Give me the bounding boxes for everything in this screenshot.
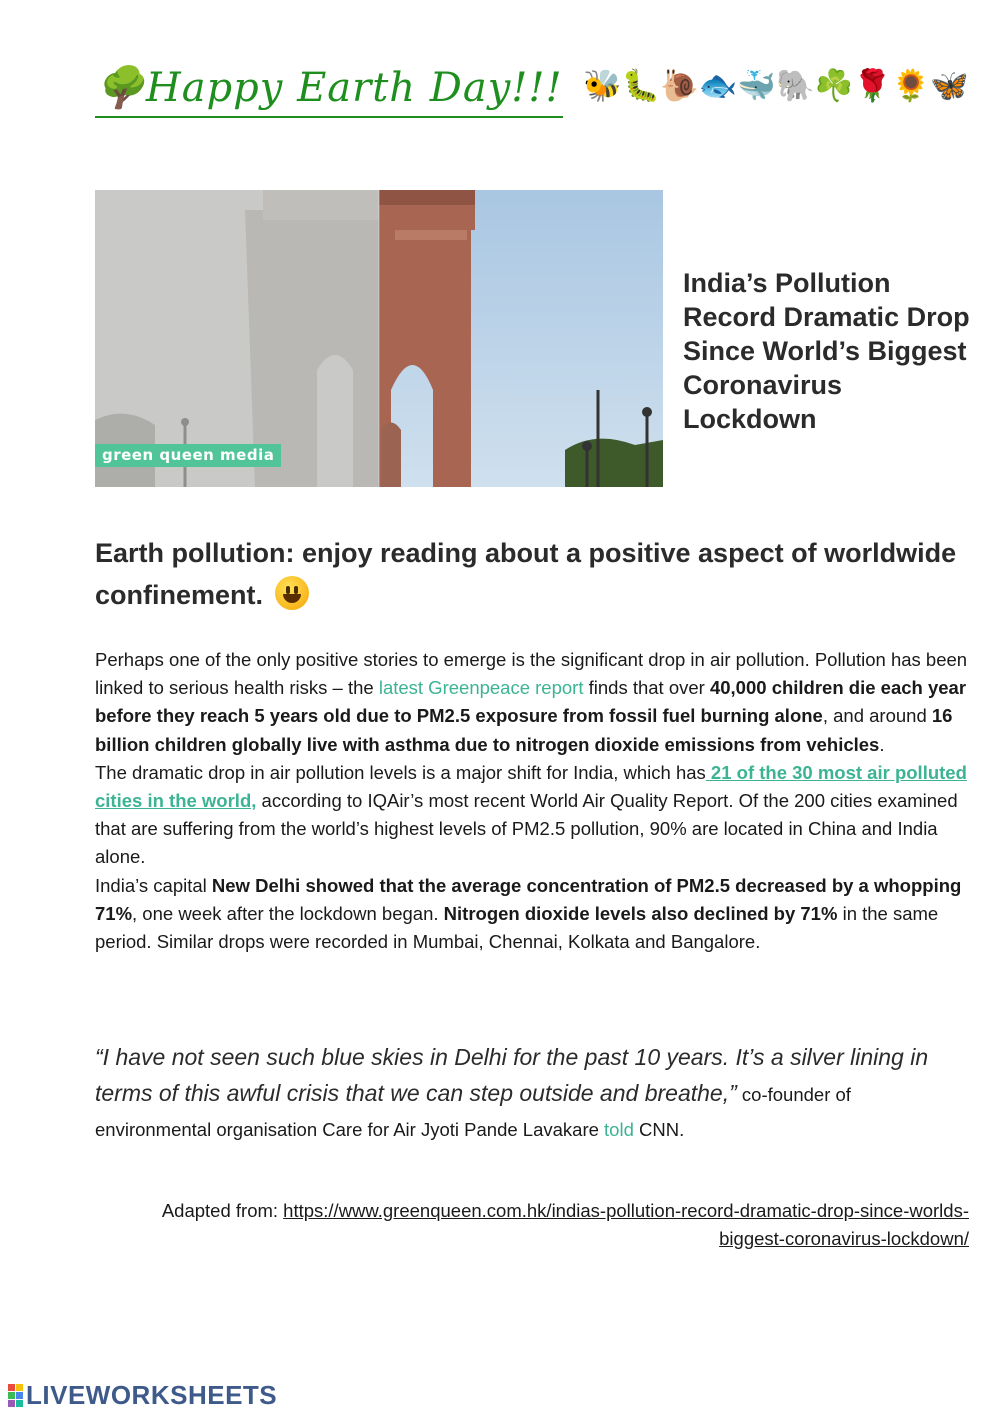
source-url-link[interactable]: https://www.greenqueen.com.hk/indias-pollution-record-dramatic-drop-since-worlds-biggest-coronavirus-lockdown/ — [283, 1200, 969, 1249]
cnn-told-link[interactable]: told — [604, 1119, 634, 1140]
quote-text: “I have not seen such blue skies in Delhi for the past 10 years. It’s a silver lining in terms of this awful crisis that we can step outside and breathe,” — [95, 1044, 929, 1106]
page-title-block — [95, 62, 563, 118]
footer-brand-text: LIVEWORKSHEETS — [26, 1380, 278, 1410]
article-headline: India’s Pollution Record Dramatic Drop Since World’s Biggest Coronavirus Lockdown — [683, 268, 970, 434]
article-body — [95, 646, 970, 956]
p1-text: . — [879, 733, 885, 755]
p3-bold-stat: New Delhi showed that the average concentration of PM2.5 decreased by a whopping 71% — [95, 874, 962, 924]
source-citation — [109, 1197, 969, 1253]
animal-emoji-row: 🐝🐛🐌🐟🐳🐘☘️🌹🌻🦋 — [583, 68, 969, 104]
p3-text: India’s capital — [95, 874, 212, 896]
smiley-icon — [275, 576, 309, 610]
p3-text: in the same period. Similar drops were recorded in Mumbai, Chennai, Kolkata and Bangalore. — [95, 902, 939, 953]
footer-brand — [8, 1380, 277, 1411]
p1-bold-stat: 40,000 children die each year before they reach 5 years old due to PM2.5 exposure from fossil fuel burning alone — [95, 677, 967, 727]
image-source-tag: green queen media — [95, 444, 281, 467]
india-gate-comparison-image — [95, 190, 663, 487]
polluted-cities-link[interactable]: 21 of the 30 most air polluted cities in the world, — [95, 761, 967, 812]
p1-bold-stat: 16 billion children globally live with asthma due to nitrogen dioxide emissions from vehicles — [95, 705, 953, 755]
hero-image — [95, 190, 663, 487]
paragraph-3 — [95, 872, 970, 957]
paragraph-1 — [95, 646, 970, 759]
p1-text: finds that over — [583, 677, 710, 699]
p3-text: , one week after the lockdown began. — [132, 902, 444, 924]
quote-attribution: co-founder of environmental organisation Care for Air Jyoti Pande Lavakare — [95, 1084, 851, 1140]
source-label: Adapted from: — [161, 1200, 284, 1221]
greenpeace-report-link[interactable]: latest Greenpeace report — [378, 677, 584, 699]
quote-block — [95, 1040, 970, 1147]
p2-text: according to IQAir’s most recent World Air Quality Report. Of the 200 cities examined that are suffering from the world’s highest levels of PM2.5 pollution, 90% are located in China and India alone. — [95, 790, 958, 868]
subheading-text: Earth pollution: enjoy reading about a positive aspect of worldwide confinement. — [95, 538, 957, 610]
paragraph-2 — [95, 759, 970, 872]
tree-icon: 🌳 — [95, 65, 146, 111]
page-title — [95, 62, 563, 118]
liveworksheets-logo-icon — [8, 1384, 23, 1407]
p2-text: The dramatic drop in air pollution levels is a major shift for India, which has — [95, 761, 706, 783]
p1-text: Perhaps one of the only positive stories to emerge is the significant drop in air pollution. Pollution has been linked to serious health risks – the — [95, 649, 968, 699]
p3-bold-stat: Nitrogen dioxide levels also declined by 71% — [443, 902, 838, 924]
section-subheading — [95, 532, 975, 616]
quote-attribution-end: CNN. — [633, 1119, 685, 1140]
p1-text: , and around — [822, 705, 932, 727]
page-title-text: Happy Earth Day!!! — [145, 65, 563, 111]
